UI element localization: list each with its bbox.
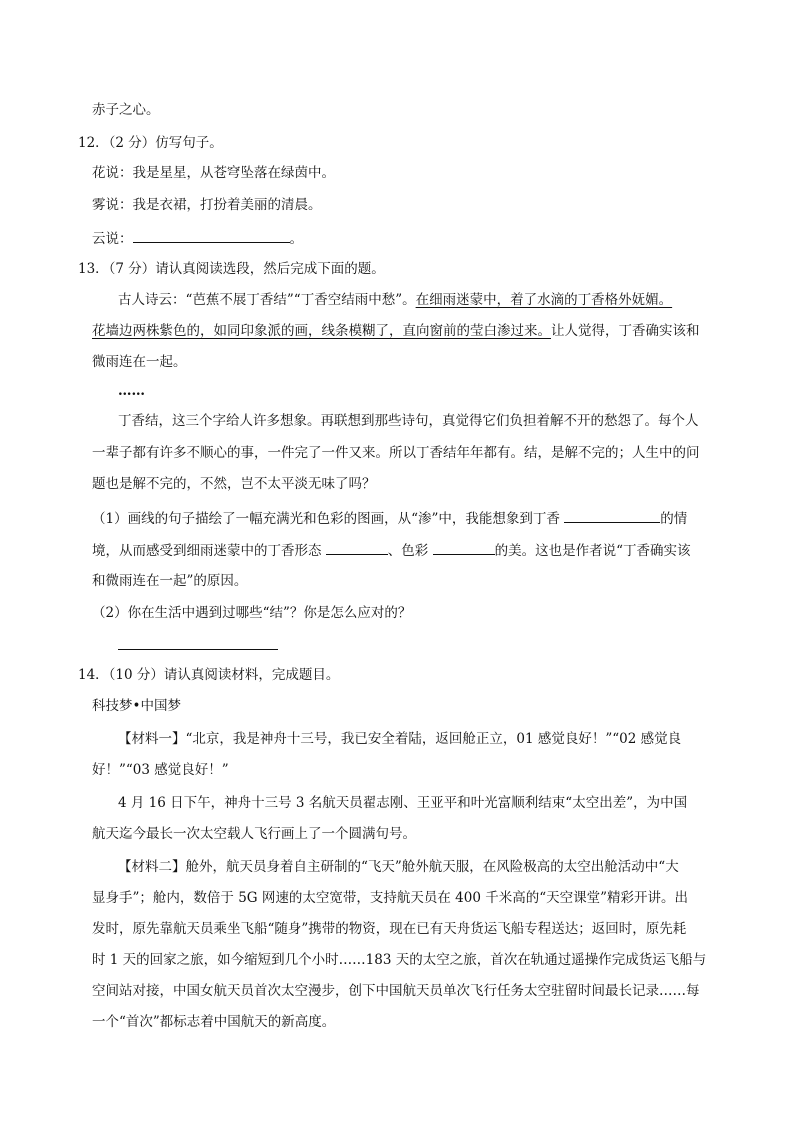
q12-answer-suffix: 。 xyxy=(289,231,303,247)
q14-material-1-line-2: 好！”“03 感觉良好！” xyxy=(92,762,229,778)
q12-example-2: 雾说：我是衣裙，打扮着美丽的清晨。 xyxy=(92,197,322,213)
q13-underlined-sentence-2: 花墙边两株紫色的，如同印象派的画，线条模糊了，直向窗前的莹白渗过来。 xyxy=(92,323,551,339)
q12-heading: 12．（2 分）仿写句子。 xyxy=(78,135,223,151)
q14-material-2-line-3: 发时，原先靠航天员乘坐飞船“随身”携带的物资，现在已有天舟货运飞船专程送达；返回时，原先耗 xyxy=(92,921,687,937)
q12-answer-blank[interactable] xyxy=(133,228,290,243)
q13-subquestion-1-line-3: 和微雨连在一起”的原因。 xyxy=(92,573,248,589)
q13-ellipsis: …… xyxy=(118,383,145,399)
q14-material-2-line-4: 时 1 天的回家之旅，如今缩短到几个小时……183 天的太空之旅，首次在轨通过遥操作完成货运飞船与 xyxy=(92,952,707,968)
q13-sub1-text-3: 、色彩 xyxy=(387,543,429,559)
q13-subquestion-1-line-1 xyxy=(92,508,687,528)
q13-sub1-blank-3[interactable] xyxy=(433,540,495,555)
q14-material-2-line-6: 一个“首次”都标志着中国航天的新高度。 xyxy=(92,1014,336,1030)
q13-underlined-sentence-1: 在细雨迷蒙中，着了水滴的丁香格外妩媚。 xyxy=(415,292,673,308)
q13-passage-line-4: 丁香结，这三个字给人许多想象。再联想到那些诗句，真觉得它们负担着解不开的愁怨了。每个人 xyxy=(118,413,699,429)
q13-sub1-tail: 的情 xyxy=(660,511,688,527)
q13-passage-text: 让人觉得，丁香确实该和 xyxy=(551,323,700,339)
q12-answer-prefix: 云说： xyxy=(92,231,133,247)
q13-sub1-blank-1[interactable] xyxy=(564,508,660,523)
q14-heading: 14．（10 分）请认真阅读材料，完成题目。 xyxy=(78,667,340,683)
q13-subquestion-1-line-2 xyxy=(92,540,691,560)
q13-passage-line-1 xyxy=(118,291,672,309)
q14-material-2-line-5: 空间站对接，中国女航天员首次太空漫步，创下中国航天员单次飞行任务太空驻留时间最长记录……每 xyxy=(92,983,700,999)
q13-passage-line-6: 题也是解不完的，不然，岂不太平淡无味了吗？ xyxy=(92,476,376,492)
q13-sub1-text-2: 境，从而感受到细雨迷蒙中的丁香形态 xyxy=(92,543,322,559)
q13-sub1-blank-2[interactable] xyxy=(326,540,388,555)
q13-sub2-answer-blank[interactable] xyxy=(118,649,278,650)
q13-subquestion-2: （2）你在生活中遇到过哪些“结”？你是怎么应对的？ xyxy=(92,605,412,621)
q13-sub1-text: （1）画线的句子描绘了一幅充满光和色彩的图画，从“渗”中，我能想象到丁香 xyxy=(92,511,560,527)
q13-poem-quote: 古人诗云：“芭蕉不展丁香结”“丁香空结雨中愁”。 xyxy=(118,292,416,308)
q14-material-1-line-4: 航天迄今最长一次太空载人飞行画上了一个圆满句号。 xyxy=(92,826,416,842)
q13-passage-line-5: 一辈子都有许多不顺心的事，一件完了一件又来。所以丁香结年年都有。结，是解不完的；人生中的问 xyxy=(92,445,700,461)
q13-sub1-text-4: 的美。这也是作者说“丁香确实该 xyxy=(494,543,691,559)
q14-material-2-line-2: 显身手”；舱内，数倍于 5G 网速的太空宽带，支持航天员在 400 千米高的“天空课堂”精彩开讲。出 xyxy=(92,890,689,906)
q12-example-1: 花说：我是星星，从苍穹坠落在绿茵中。 xyxy=(92,165,335,181)
q14-material-1-line-1: 【材料一】“北京，我是神舟十三号，我已安全着陆，返回舱正立，01 感觉良好！”“02 感觉良 xyxy=(118,731,682,747)
q14-material-2-line-1: 【材料二】舱外，航天员身着自主研制的“飞天”舱外航天服，在风险极高的太空出舱活动中“大 xyxy=(118,859,679,875)
q12-answer-line xyxy=(92,228,303,248)
q13-passage-line-3: 微雨连在一起。 xyxy=(92,354,187,370)
q13-passage-line-2 xyxy=(92,322,700,340)
q14-material-1-line-3: 4 月 16 日下午，神舟十三号 3 名航天员翟志刚、王亚平和叶光富顺利结束“太空出差”，为中国 xyxy=(118,795,688,811)
q11-tail: 赤子之心。 xyxy=(92,102,160,118)
q13-heading: 13．（7 分）请认真阅读选段，然后完成下面的题。 xyxy=(78,261,385,277)
q14-title: 科技梦•中国梦 xyxy=(92,698,181,714)
